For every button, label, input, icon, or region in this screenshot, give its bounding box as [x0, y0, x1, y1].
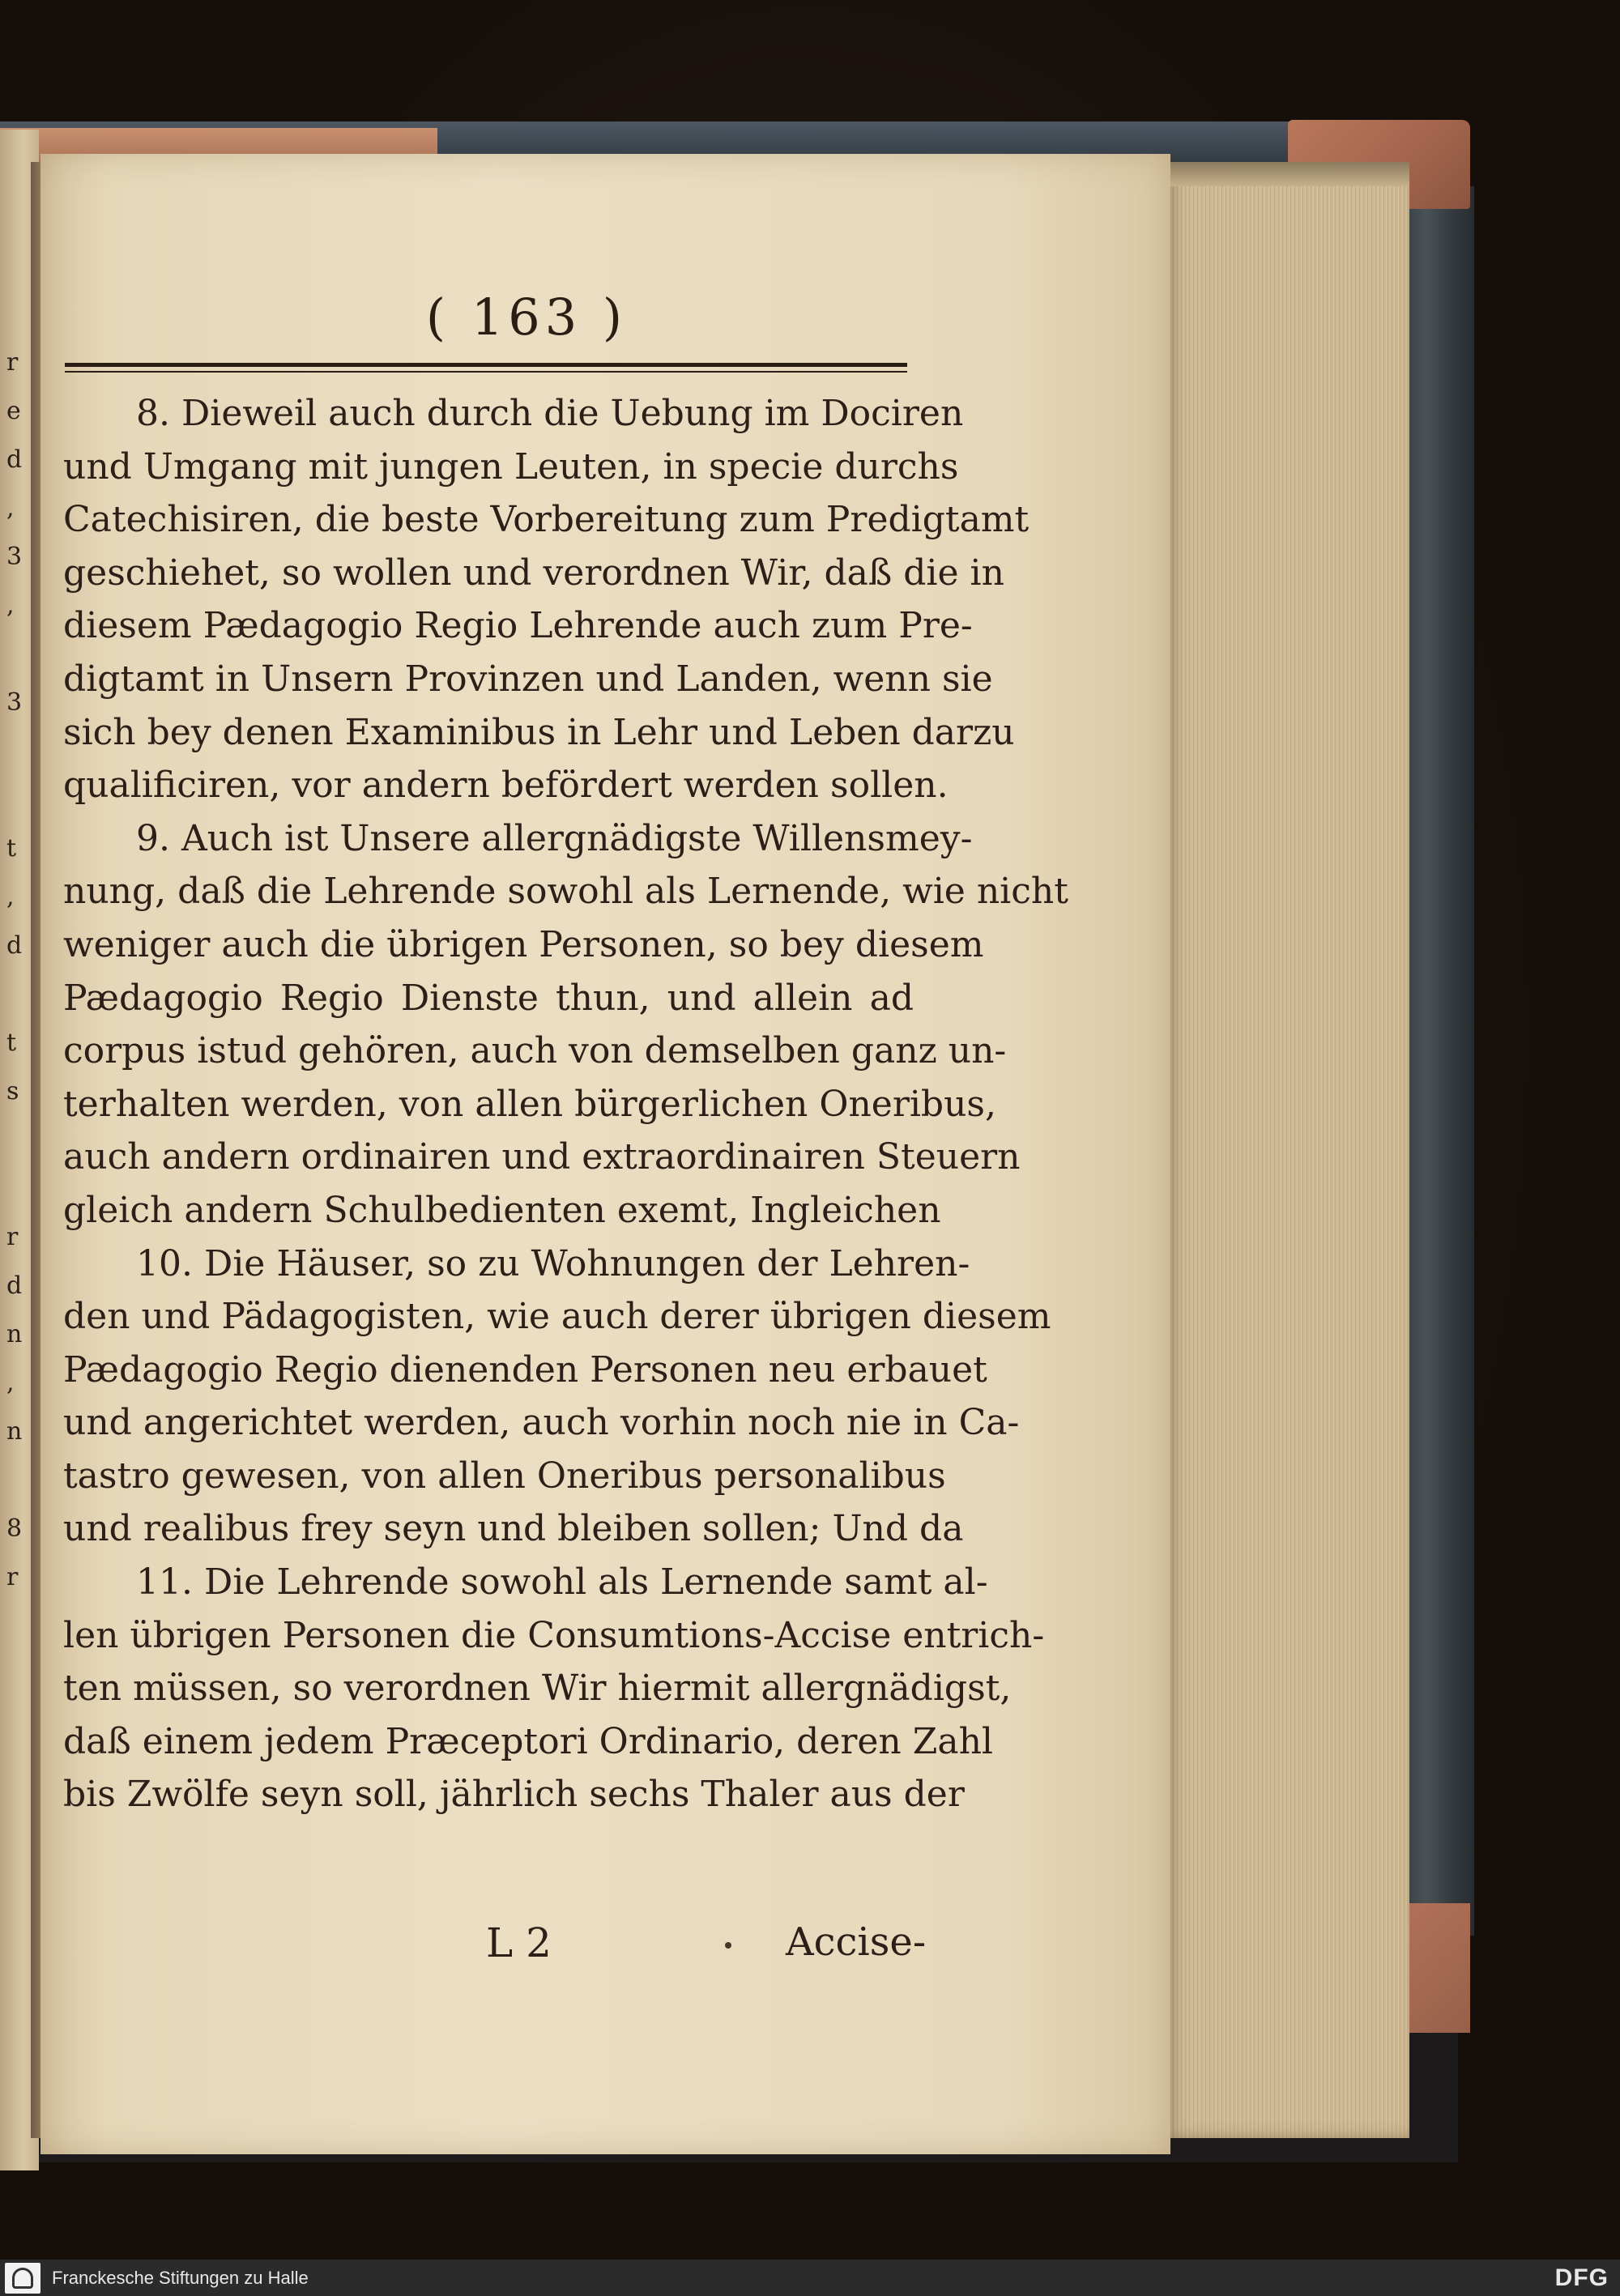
page-header: ( 163 )	[425, 288, 628, 347]
text-line: daß einem jedem Præceptori Ordinario, deren Zahl	[63, 1720, 993, 1762]
text-line: diesem Pædagogio Regio Lehrende auch zum Pre-	[63, 605, 973, 647]
text-line: den und Pädagogisten, wie auch derer übrigen diesem	[63, 1296, 1051, 1338]
dfg-logo: DFG	[1554, 2264, 1609, 2291]
catchword: Accise-	[786, 1919, 927, 1965]
text-line: corpus istud gehören, auch von demselben ganz un-	[63, 1030, 1007, 1072]
text-line: 11. Die Lehrende sowohl als Lernende samt al-	[136, 1561, 988, 1604]
header-rule-thin	[65, 371, 907, 373]
text-line: auch andern ordinairen und extraordinairen Steuern	[63, 1136, 1021, 1178]
text-line: Pædagogio Regio Dienste thun, und allein ad	[63, 977, 914, 1019]
text-line: len übrigen Personen die Consumtions-Accise entrich-	[63, 1614, 1045, 1656]
page-body	[63, 387, 1068, 1821]
text-line: tastro gewesen, von allen Oneribus personalibus	[63, 1455, 946, 1497]
text-line: 10. Die Häuser, so zu Wohnungen der Lehren-	[136, 1242, 970, 1284]
text-line: und angerichtet werden, auch vorhin noch nie in Ca-	[63, 1402, 1020, 1444]
signature-mark: L 2	[486, 1919, 552, 1966]
text-line: Pædagogio Regio dienenden Personen neu erbauet	[63, 1348, 987, 1391]
text-line: weniger auch die übrigen Personen, so bey diesem	[63, 923, 984, 965]
text-line: nung, daß die Lehrende sowohl als Lernende, wie nicht	[63, 871, 1068, 913]
text-line: digtamt in Unsern Provinzen und Landen, wenn sie	[63, 658, 993, 700]
text-line: geschiehet, so wollen und verordnen Wir, daß die in	[63, 552, 1004, 594]
ink-speck	[725, 1942, 731, 1949]
text-line: bis Zwölfe seyn soll, jährlich sechs Thaler aus der	[63, 1774, 965, 1816]
footer-bar	[0, 2260, 1620, 2296]
text-line: 8. Dieweil auch durch die Uebung im Dociren	[136, 393, 964, 434]
page-block-edge	[1166, 162, 1409, 2138]
header-rule	[65, 363, 907, 367]
text-line: 9. Auch ist Unsere allergnädigste Willensmey-	[136, 817, 973, 859]
text-line: gleich andern Schulbedienten exemt, Ingleichen	[63, 1189, 941, 1231]
text-line: und realibus frey seyn und bleiben sollen; Und da	[63, 1508, 964, 1550]
text-line: Catechisiren, die beste Vorbereitung zum Predigtamt	[63, 499, 1030, 541]
page-block-top	[1166, 162, 1409, 186]
text-line: sich bey denen Examinibus in Lehr und Leben darzu	[63, 711, 1015, 753]
text-line: ten müssen, so verordnen Wir hiermit allergnädigst,	[63, 1668, 1012, 1710]
institution-name: Franckesche Stiftungen zu Halle	[52, 2267, 309, 2288]
text-line: terhalten werden, von allen bürgerlichen Oneribus,	[63, 1083, 996, 1125]
text-line: und Umgang mit jungen Leuten, in specie durchs	[63, 445, 959, 488]
facing-page-glyphs: r e d , 3 , 3 t , d t s r d n , n 8 r	[6, 348, 23, 1591]
institution-logo-icon	[5, 2263, 40, 2294]
text-line: qualificiren, vor andern befördert werden sollen.	[63, 765, 949, 807]
